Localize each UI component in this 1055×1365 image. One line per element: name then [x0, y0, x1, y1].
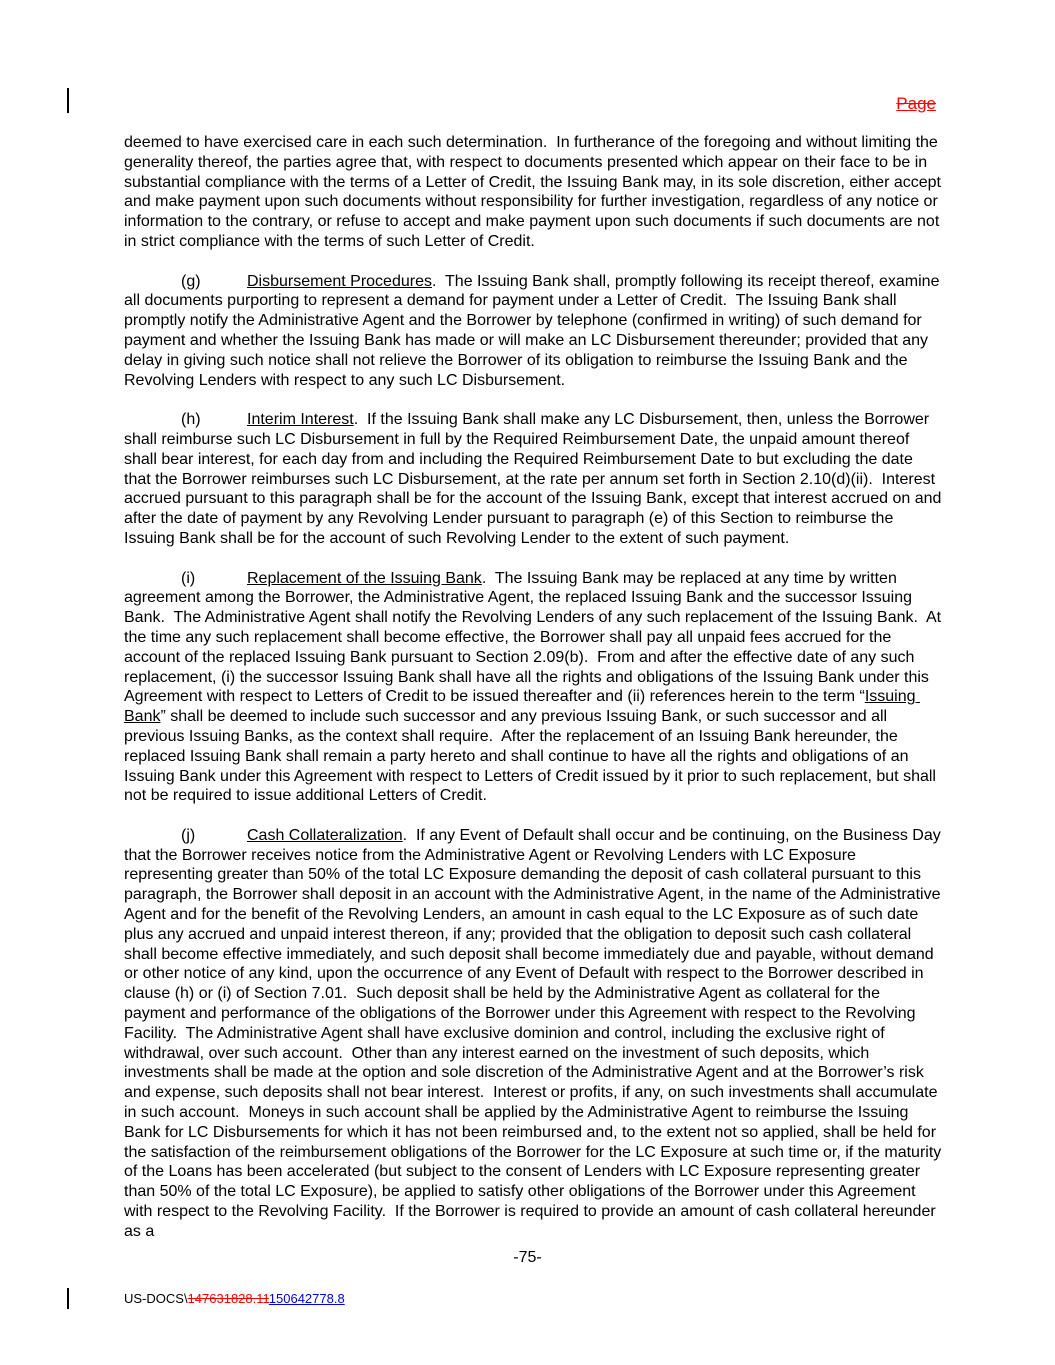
paragraph	[124, 272, 942, 391]
body-paragraphs	[124, 133, 946, 1242]
underlined-text-run: Replacement of the Issuing Bank	[247, 569, 482, 587]
text-run: . The Issuing Bank may be replaced at any time by written agreement among the Borrower, the Administrative Agent, the replaced Issuing Bank and the successor Issuing Bank. The Administrative Agent shall notify the Revolving Lenders of any such replacement of the Issuing Bank. At the time any such replacement shall become effective, the Borrower shall pay all unpaid fees accrued for the account of the replaced Issuing Bank pursuant to Section 2.09(b). From and after the effective date of any such replacement, (i) the successor Issuing Bank shall have all the rights and obligations of the Issuing Bank under this Agreement with respect to Letters of Credit to be issued thereafter and (ii) references herein to the term “	[124, 569, 946, 706]
paragraph-label: (i)	[181, 569, 196, 587]
paragraph-label: (g)	[181, 272, 201, 290]
header-deleted-text: Page	[896, 94, 936, 113]
underlined-text-run: Interim Interest	[247, 411, 354, 429]
paragraph	[124, 826, 946, 1242]
paragraph	[124, 410, 946, 549]
text-run: . If any Event of Default shall occur and be continuing, on the Business Day that the Borrower receives notice from the Administrative Agent or Revolving Lenders with LC Exposure representing greater than 50% of the total LC Exposure demanding the deposit of cash collateral pursuant to this paragraph, the Borrower shall deposit in an account with the Administrative Agent, in the name of the Administrative Agent and for the benefit of the Revolving Lenders, an amount in cash equal to the LC Exposure as of such date plus any accrued and unpaid interest thereon, if any; provided that the obligation to deposit such cash collateral shall become effective immediately, and such deposit shall become immediately due and payable, without demand or other notice of any kind, upon the occurrence of any Event of Default with respect to the Borrower described in clause (h) or (i) of Section 7.01. Such deposit shall be held by the Administrative Agent as collateral for the payment and performance of the obligations of the Borrower under this Agreement with respect to the Revolving Facility. The Administrative Agent shall have exclusive dominion and control, including the exclusive right of withdrawal, over such account. Other than any interest earned on the investment of such deposits, which investments shall be made at the option and sole discretion of the Administrative Agent and at the Borrower’s risk and expense, such deposits shall not bear interest. Interest or profits, if any, on such investments shall accumulate in such account. Moneys in such account shall be applied by the Administrative Agent to reimburse the Issuing Bank for LC Disbursements for which it has not been reimbursed and, to the extent not so applied, shall be held for the satisfaction of the reimbursement obligations of the Borrower for the LC Exposure at such time or, if the maturity of the Loans has been accelerated (but subject to the consent of Lenders with LC Exposure representing greater than 50% of the total LC Exposure), be applied to satisfy other obligations of the Borrower under this Agreement with respect to the Revolving Facility. If the Borrower is required to provide an amount of cash collateral hereunder as a	[124, 826, 946, 1240]
page-number: -75-	[513, 1249, 542, 1266]
paragraph	[124, 569, 946, 807]
underlined-text-run: Disbursement Procedures	[247, 272, 432, 290]
footer-prefix: US-DOCS\	[124, 1291, 188, 1306]
paragraph-label: (h)	[181, 411, 201, 429]
paragraph	[124, 133, 946, 252]
underlined-text-run: Issuing Bank	[124, 688, 920, 726]
footer-inserted-doc-id: 150642778.8	[268, 1291, 345, 1306]
text-run: deemed to have exercised care in each such determination. In furtherance of the foregoing and without limiting the generality thereof, the parties agree that, with respect to documents presented which appear on their face to be in substantial compliance with the terms of a Letter of Credit, the Issuing Bank may, in its sole discretion, either accept and make payment upon such documents without responsibility for further investigation, regardless of any notice or information to the contrary, or refuse to accept and make payment upon such documents if such documents are not in strict compliance with the terms of such Letter of Credit.	[124, 134, 946, 250]
footer-deleted-doc-id: 147631828.11	[187, 1291, 269, 1306]
change-bar-top	[67, 88, 69, 113]
underlined-text-run: Cash Collateralization	[247, 826, 403, 844]
footer	[124, 1291, 345, 1306]
text-run: . If the Issuing Bank shall make any LC Disbursement, then, unless the Borrower shall reimburse such LC Disbursement in full by the Required Reimbursement Date, the unpaid amount thereof shall bear interest, for each day from and including the Required Reimbursement Date to but excluding the date that the Borrower reimburses such LC Disbursement, at the rate per annum set forth in Section 2.10(d)(ii). Interest accrued pursuant to this paragraph shall be for the account of the Issuing Bank, except that interest accrued on and after the date of payment by any Revolving Lender pursuant to paragraph (e) of this Section to reimburse the Issuing Bank shall be for the account of such Revolving Lender to the extent of such payment.	[124, 411, 946, 547]
text-run: . The Issuing Bank shall, promptly following its receipt thereof, examine all documents purporting to represent a demand for payment under a Letter of Credit. The Issuing Bank shall promptly notify the Administrative Agent and the Borrower by telephone (confirmed in writing) of such demand for payment and whether the Issuing Bank has made or will make an LC Disbursement thereunder; provided that any delay in giving such notice shall not relieve the Borrower of its obligation to reimburse the Issuing Bank and the Revolving Lenders with respect to any such LC Disbursement.	[124, 272, 944, 389]
change-bar-bottom	[67, 1288, 69, 1309]
text-run: ” shall be deemed to include such successor and any previous Issuing Bank, or such successor and all previous Issuing Banks, as the context shall require. After the replacement of an Issuing Bank hereunder, the replaced Issuing Bank shall remain a party hereto and shall continue to have all the rights and obligations of an Issuing Bank under this Agreement with respect to Letters of Credit issued by it prior to such replacement, but shall not be required to issue additional Letters of Credit.	[124, 708, 941, 805]
paragraph-label: (j)	[181, 826, 196, 844]
